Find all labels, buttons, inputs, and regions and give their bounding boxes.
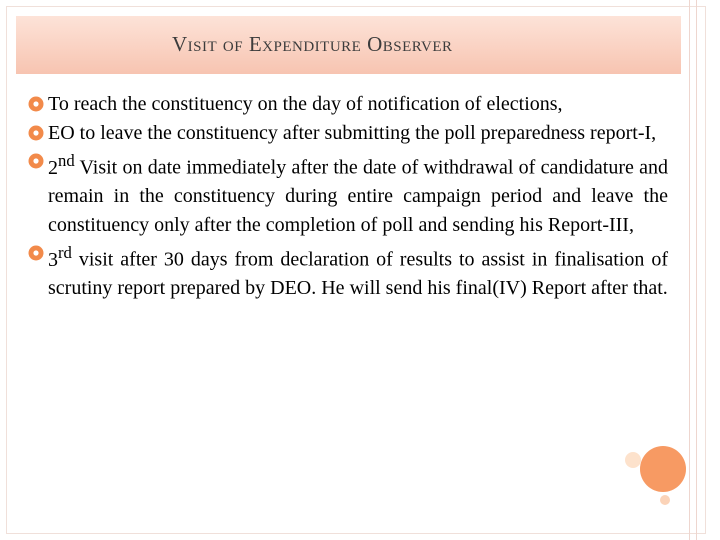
gear-bullet-icon bbox=[28, 245, 44, 261]
decorative-circle bbox=[640, 446, 686, 492]
ordinal-number: 2 bbox=[48, 156, 58, 179]
bullet-item bbox=[28, 239, 668, 303]
decorative-circle bbox=[660, 495, 670, 505]
gear-bullet-icon bbox=[28, 96, 44, 112]
bullet-text: EO to leave the constituency after submitting the poll preparedness report-I, bbox=[48, 121, 657, 144]
bullet-item bbox=[28, 119, 668, 148]
bullet-list bbox=[28, 90, 668, 303]
bullet-text: To reach the constituency on the day of notification of elections, bbox=[48, 93, 563, 115]
frame-line bbox=[696, 0, 697, 540]
bullet-body: visit after 30 days from declaration of results to assist in finalisation of scrutiny report prepared by DEO. He will send his final(IV) Report after that. bbox=[48, 248, 668, 300]
bullet-text bbox=[48, 239, 668, 303]
ordinal-suffix: nd bbox=[58, 151, 75, 170]
bullet-item bbox=[28, 147, 668, 239]
ordinal-suffix: rd bbox=[58, 243, 72, 263]
ordinal-number: 3 bbox=[48, 248, 58, 271]
decorative-circle bbox=[625, 452, 641, 468]
bullet-text bbox=[48, 147, 668, 239]
gear-bullet-icon bbox=[28, 153, 44, 169]
bullet-body: Visit on date immediately after the date of withdrawal of candidature and remain in the constituency during entire campaign period and leave the constituency only after the completion of poll and sending his Report-III, bbox=[48, 156, 668, 236]
frame-line bbox=[689, 0, 690, 540]
slide-title: Visit of Expenditure Observer bbox=[172, 32, 453, 56]
bullet-item bbox=[28, 90, 668, 119]
gear-bullet-icon bbox=[28, 125, 44, 141]
